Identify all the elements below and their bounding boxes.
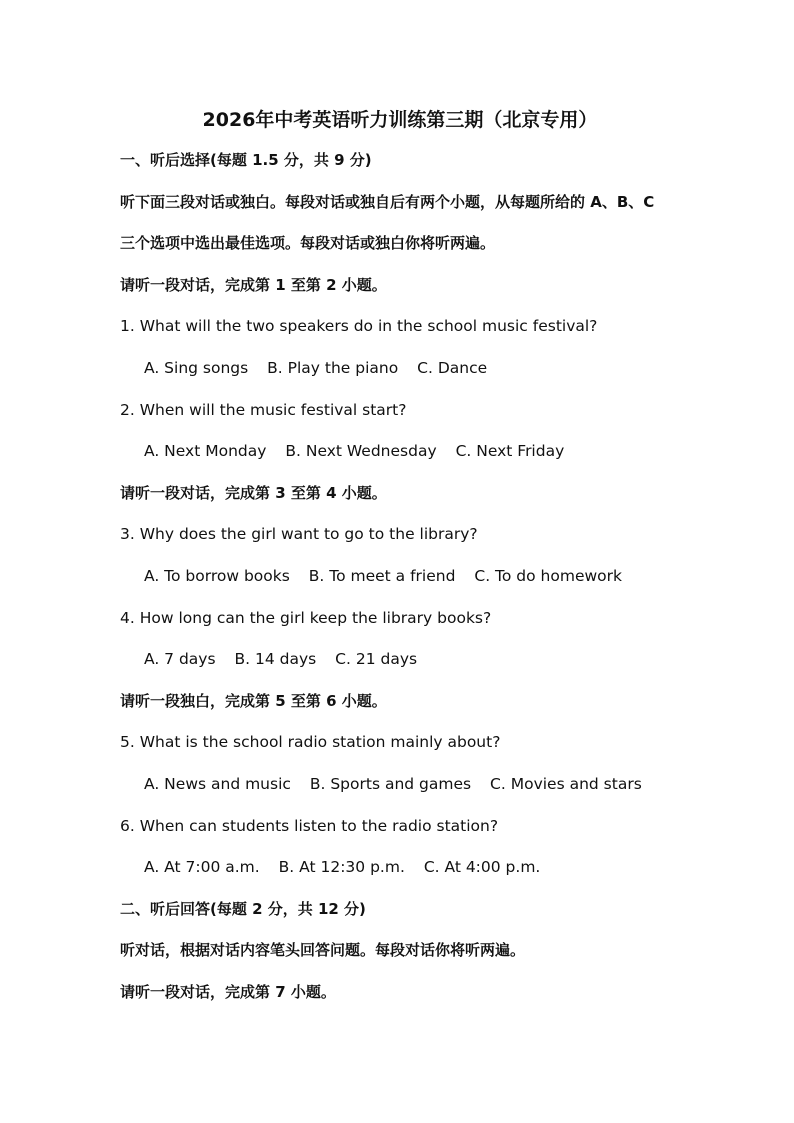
option-a: A. 7 days bbox=[144, 650, 216, 669]
question: 1. What will the two speakers do in the school music festival? bbox=[120, 317, 598, 336]
option-a: A. News and music bbox=[144, 774, 291, 793]
question: 3. Why does the girl want to go to the library? bbox=[120, 525, 478, 544]
question: 5. What is the school radio station mainly about? bbox=[120, 733, 501, 752]
option-b: B. Next Wednesday bbox=[285, 442, 437, 461]
option-a: A. At 7:00 a.m. bbox=[144, 858, 260, 877]
option-c: C. Movies and stars bbox=[490, 774, 642, 793]
option-a: A. Next Monday bbox=[144, 442, 267, 461]
option-c: C. Dance bbox=[417, 358, 488, 377]
option-b: B. Play the piano bbox=[267, 358, 399, 377]
section1-instruction-line1: 听下面三段对话或独白。每段对话或独自后有两个小题，从每题所给的 A、B、C bbox=[120, 192, 655, 211]
section2-prompt: 请听一段对话，完成第 7 小题。 bbox=[120, 982, 336, 1001]
group-prompt: 请听一段对话，完成第 3 至第 4 小题。 bbox=[120, 483, 387, 502]
section1-instruction-line2: 三个选项中选出最佳选项。每段对话或独白你将听两遍。 bbox=[120, 234, 496, 253]
option-b: B. To meet a friend bbox=[308, 566, 456, 585]
group-prompt: 请听一段独白，完成第 5 至第 6 小题。 bbox=[120, 691, 387, 710]
options-row bbox=[120, 556, 720, 598]
option-b: B. Sports and games bbox=[309, 774, 472, 793]
document-page bbox=[120, 100, 720, 1013]
option-b: B. At 12:30 p.m. bbox=[278, 858, 405, 877]
page-title: 2026年中考英语听力训练第三期（北京专用） bbox=[202, 109, 598, 131]
options-row bbox=[120, 348, 720, 390]
option-c: C. To do homework bbox=[474, 566, 622, 585]
option-a: A. Sing songs bbox=[144, 358, 249, 377]
group-prompt: 请听一段对话，完成第 1 至第 2 小题。 bbox=[120, 275, 387, 294]
option-c: C. 21 days bbox=[335, 650, 418, 669]
option-a: A. To borrow books bbox=[144, 566, 290, 585]
section2-instruction: 听对话，根据对话内容笔头回答问题。每段对话你将听两遍。 bbox=[120, 941, 526, 960]
option-c: C. At 4:00 p.m. bbox=[423, 858, 541, 877]
options-row bbox=[120, 431, 720, 473]
question: 2. When will the music festival start? bbox=[120, 400, 407, 419]
option-c: C. Next Friday bbox=[455, 442, 565, 461]
section1-heading: 一、听后选择(每题 1.5 分，共 9 分) bbox=[120, 151, 372, 169]
options-row bbox=[120, 764, 720, 806]
options-row bbox=[120, 847, 720, 889]
section2-heading: 二、听后回答(每题 2 分，共 12 分) bbox=[120, 899, 366, 918]
option-b: B. 14 days bbox=[234, 650, 317, 669]
question: 4. How long can the girl keep the library books? bbox=[120, 608, 492, 627]
options-row bbox=[120, 639, 720, 681]
question: 6. When can students listen to the radio station? bbox=[120, 816, 499, 835]
